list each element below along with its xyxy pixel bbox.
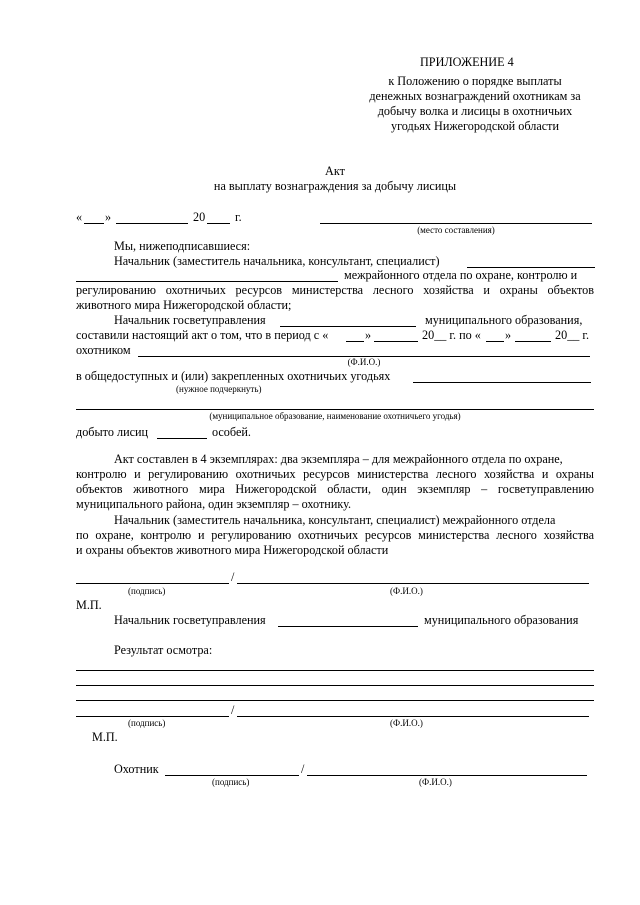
- result-line[interactable]: [76, 700, 594, 701]
- grounds-text: в общедоступных и (или) закрепленных охотничьих угодьях: [76, 369, 391, 383]
- period-to-month-line[interactable]: [515, 341, 551, 342]
- period-text: »: [505, 328, 512, 342]
- fio-line[interactable]: [237, 716, 589, 717]
- appendix-line: к Положению о порядке выплаты: [388, 74, 562, 88]
- stamp-label: М.П.: [76, 598, 102, 612]
- signature-slash: /: [231, 703, 235, 717]
- period-text: »: [365, 328, 372, 342]
- hunter-label: охотником: [76, 343, 131, 357]
- stamp-label: М.П.: [92, 730, 118, 744]
- foxes-text: особей.: [212, 425, 251, 439]
- period-text: 20__ г. по «: [422, 328, 481, 342]
- foxes-count-line[interactable]: [157, 438, 207, 439]
- grounds-line[interactable]: [413, 382, 591, 383]
- hunter-signature-line[interactable]: [165, 775, 299, 776]
- date-year-line[interactable]: [207, 223, 230, 224]
- period-text: составили настоящий акт о том, что в период с «: [76, 328, 329, 342]
- dept-text: межрайонного отдела по охране, контролю и: [344, 268, 578, 282]
- foxes-text: добыто лисиц: [76, 425, 149, 439]
- signature-caption: (подпись): [128, 586, 166, 596]
- vet-chief-sign-label: Начальник госветуправления: [114, 613, 266, 627]
- appendix-title: ПРИЛОЖЕНИЕ 4: [420, 55, 514, 69]
- appendix-line: денежных вознаграждений охотникам за: [369, 89, 581, 103]
- fio-caption: (Ф.И.О.): [419, 777, 452, 787]
- vet-chief-line[interactable]: [280, 326, 416, 327]
- act-subtitle: на выплату вознаграждения за добычу лисицы: [213, 179, 457, 193]
- period-from-day-line[interactable]: [346, 341, 364, 342]
- result-line[interactable]: [76, 685, 594, 686]
- signature-caption: (подпись): [212, 777, 250, 787]
- place-caption: (место составления): [417, 225, 495, 235]
- signature-line[interactable]: [76, 583, 229, 584]
- fio-line[interactable]: [237, 583, 589, 584]
- undersigned-label: Мы, нижеподписавшиеся:: [114, 239, 251, 253]
- copies-text: муниципального района, один экземпляр – охотнику.: [76, 497, 352, 511]
- chief-label: Начальник (заместитель начальника, консультант, специалист): [114, 254, 440, 268]
- act-title: Акт: [325, 164, 345, 178]
- hunter-fio-caption: (Ф.И.О.): [347, 357, 381, 367]
- dept-text: животного мира Нижегородской области;: [76, 298, 292, 312]
- copies-text: Акт составлен в 4 экземплярах: два экземпляра – для межрайонного отдела по охране,: [114, 452, 563, 466]
- signer-text: Начальник (заместитель начальника, консультант, специалист) межрайонного отдела: [114, 513, 556, 527]
- date-month-line[interactable]: [116, 223, 188, 224]
- dept-name-line[interactable]: [76, 281, 338, 282]
- copies-text: объектов животного мира Нижегородской области, один экземпляр – госветуправлению: [76, 482, 594, 496]
- signature-line[interactable]: [76, 716, 229, 717]
- signature-slash: /: [301, 762, 305, 776]
- municipality-caption: (муниципальное образование, наименование охотничьего угодья): [209, 411, 461, 421]
- period-from-month-line[interactable]: [374, 341, 418, 342]
- result-line[interactable]: [76, 670, 594, 671]
- hunter-sign-label: Охотник: [114, 762, 159, 776]
- appendix-line: угодьях Нижегородской области: [391, 119, 559, 133]
- fio-caption: (Ф.И.О.): [390, 586, 423, 596]
- date-open-quote: «: [76, 210, 83, 224]
- signer-text: по охране, контролю и регулированию охотничьих ресурсов министерства лесного хозяйства: [76, 528, 594, 542]
- vet-chief-sign-line[interactable]: [278, 626, 418, 627]
- vet-chief-tail: муниципального образования,: [425, 313, 583, 327]
- vet-chief-label: Начальник госветуправления: [114, 313, 266, 327]
- dept-text: регулированию охотничьих ресурсов министерства лесного хозяйства и охраны объектов: [76, 283, 594, 297]
- period-text: 20__ г.: [555, 328, 590, 342]
- underline-caption: (нужное подчеркнуть): [176, 384, 262, 394]
- result-label: Результат осмотра:: [114, 643, 213, 657]
- date-year-suffix: г.: [235, 210, 242, 224]
- signature-caption: (подпись): [128, 718, 166, 728]
- date-close-quote: »: [105, 210, 112, 224]
- municipality-line[interactable]: [76, 409, 594, 410]
- period-to-day-line[interactable]: [486, 341, 504, 342]
- signer-text: и охраны объектов животного мира Нижегородской области: [76, 543, 389, 557]
- copies-text: контролю и регулированию охотничьих ресурсов министерства лесного хозяйства и охраны: [76, 467, 594, 481]
- signature-slash: /: [231, 570, 235, 584]
- hunter-fio-line[interactable]: [307, 775, 587, 776]
- vet-chief-sign-tail: муниципального образования: [424, 613, 579, 627]
- appendix-line: добычу волка и лисицы в охотничьих: [377, 104, 573, 118]
- date-day-line[interactable]: [84, 223, 104, 224]
- place-line[interactable]: [320, 223, 592, 224]
- fio-caption: (Ф.И.О.): [390, 718, 423, 728]
- date-year-prefix: 20: [193, 210, 206, 224]
